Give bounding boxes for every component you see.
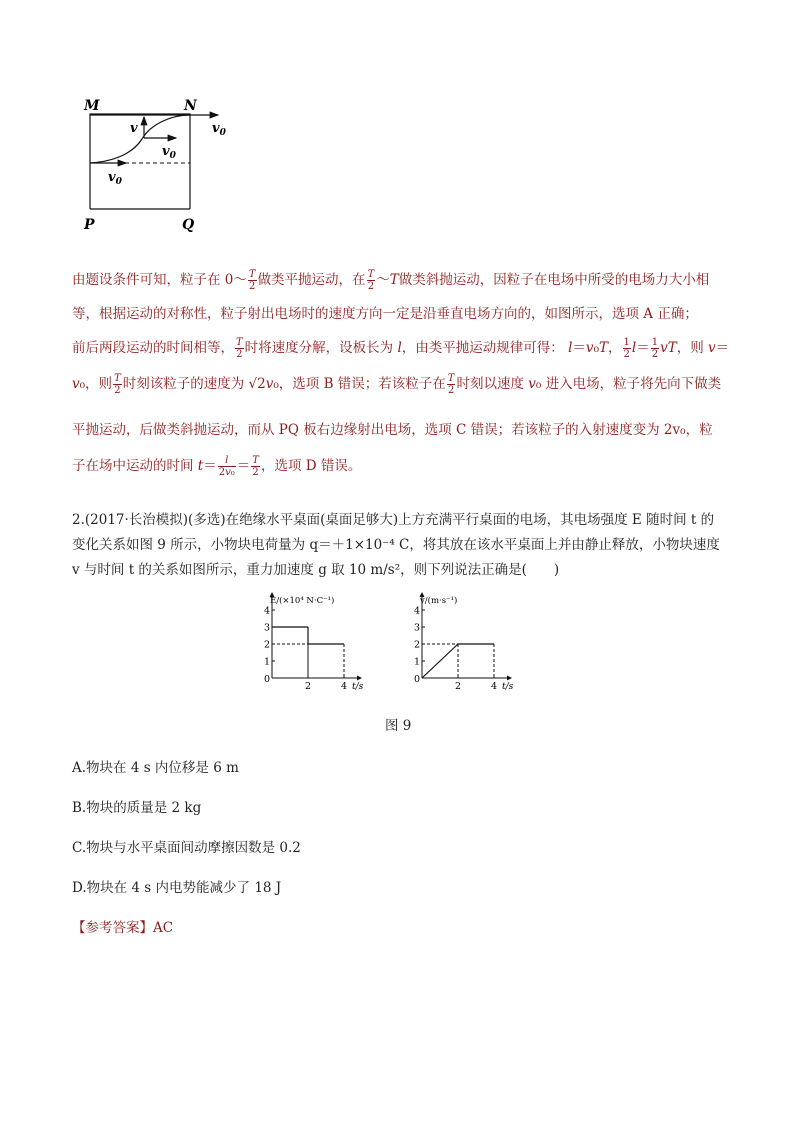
x-axis-label: t/s <box>352 682 364 692</box>
figure-caption: 图 9 <box>385 718 412 734</box>
y-axis-label: v/(m·s⁻¹) <box>420 596 458 606</box>
label-v: v <box>130 121 138 136</box>
question-line-3: v 与时间 t 的关系如图所示，重力加速度 g 取 10 m/s²，则下列说法正确是( ) <box>72 562 560 578</box>
label-v0-mid: $v_0$ <box>162 144 176 161</box>
y-tick-label: 3 <box>414 622 421 634</box>
solution-line-3: 前后两段运动的时间相等， $\frac{T}{2}$ 时将速度分解，设板长为 l，由类平抛运动规律可得： l＝v₀T， $\frac{1}{2}$ l＝ $\frac{1}{2}$ vT，则 v＝ <box>72 337 730 360</box>
label-v0-right: $v_0$ <box>212 121 226 138</box>
y-tick-label: 1 <box>264 656 271 668</box>
option-a: A.物块在 4 s 内位移是 6 m <box>72 760 239 776</box>
question-line-2: 变化关系如图 9 所示，小物块电荷量为 q＝＋1×10⁻⁴ C，将其放在该水平桌面上并由静止释放，小物块速度 <box>72 537 720 553</box>
x-tick-label: 4 <box>341 681 348 692</box>
y-tick-label: 4 <box>264 605 271 617</box>
y-axis-label: E/(×10⁴ N·C⁻¹) <box>270 596 335 606</box>
label-P: P <box>84 217 95 233</box>
label-M: M <box>84 98 100 114</box>
answer-label: 【参考答案】 <box>72 920 153 936</box>
label-Q: Q <box>182 217 195 233</box>
option-d: D.物块在 4 s 内电势能减少了 18 J <box>72 880 282 896</box>
field-diagram <box>80 95 250 235</box>
x-tick-label: 2 <box>455 681 462 692</box>
label-N: N <box>184 98 197 114</box>
x-axis-arrow <box>357 676 362 681</box>
solution-line-1: 由题设条件可知，粒子在 0～ $\frac{T}{2}$ 做类平抛运动，在 $\frac{T}{2}$ ～T做类斜抛运动，因粒子在电场中所受的电场力大小相 <box>72 269 710 292</box>
origin-label: 0 <box>414 674 421 685</box>
reference-answer <box>72 916 173 936</box>
data-segment-1 <box>422 644 458 678</box>
chart-v-vs-t <box>408 592 528 692</box>
option-c: C.物块与水平桌面间动摩擦因数是 0.2 <box>72 840 301 856</box>
y-tick-label: 2 <box>264 639 271 651</box>
origin-label: 0 <box>264 674 271 685</box>
x-tick-label: 2 <box>305 681 312 692</box>
chart-e-vs-t <box>258 592 378 692</box>
x-tick-label: 4 <box>491 681 498 692</box>
solution-line-5: 平抛运动，后做类斜抛运动，而从 PQ 板右边缘射出电场，选项 C 错误；若该粒子的入射速度变为 2v₀，粒 <box>72 422 713 438</box>
y-tick-label: 2 <box>414 639 421 651</box>
y-tick-label: 4 <box>414 605 421 617</box>
option-b: B.物块的质量是 2 kg <box>72 800 202 816</box>
y-tick-label: 3 <box>264 622 271 634</box>
solution-line-4: v₀，则 $\frac{T}{2}$ 时刻该粒子的速度为 √2v₀，选项 B 错误；若该粒子在 $\frac{T}{2}$ 时刻以速度 v₀ 进入电场，粒子将先向下做类 <box>72 373 722 396</box>
y-tick-label: 1 <box>414 656 421 668</box>
x-axis-label: t/s <box>502 682 514 692</box>
answer-value: AC <box>153 920 174 936</box>
question-line-1: 2.(2017·长治模拟)(多选)在绝缘水平桌面(桌面足够大)上方充满平行桌面的电场，其电场强度 E 随时间 t 的 <box>72 512 715 528</box>
solution-line-6: 子在场中运动的时间 t＝ $\frac{l}{\text{2v₀}}$ ＝ $\frac{T}{2}$ ，选项 D 错误。 <box>72 455 362 478</box>
x-axis-arrow <box>507 676 512 681</box>
label-v0-left: $v_0$ <box>108 170 122 187</box>
solution-line-2: 等，根据运动的对称性，粒子射出电场时的速度方向一定是沿垂直电场方向的，如图所示，选项 A 正确； <box>72 306 698 322</box>
